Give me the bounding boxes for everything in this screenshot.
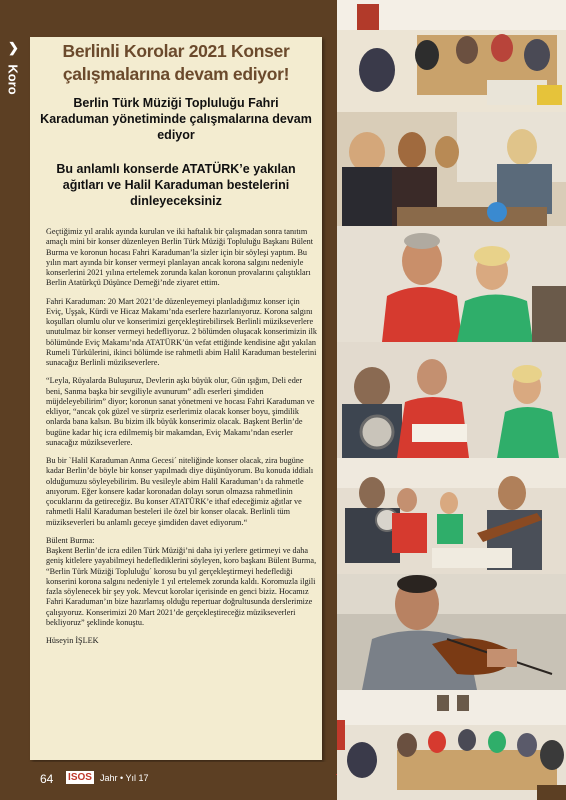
paragraph: “Leyla, Rüyalarda Buluşuruz, Devlerin aşkı büyük olur, Gün ışığım, Deli eder beni, Sanma başka bir sevgiliyle avunurum” adlı eserleri şimdiden müjdeleyebilirim” diyor; koronun sanat yönetmeni ve hocası Fahri Karaduman ve ekliyor, “ancak çok güzel ve sürpriz eserlerimiz olacak konser boyu, şimdilik onlarda bana kalsın. Bu bizim ilk büyük konserimiz olacak. Başkent Berlin’de bugüne kadar hiç icra edilmemiş bir makamdan, Eviç Makamı’ndan eserler sunacağız müzikseverlere. (46, 376, 315, 447)
paragraph: Bu bir `Halil Karaduman Anma Gecesi´ niteliğinde konser olacak, zira bugüne kadar Berlin’de böyle bir konser yapılmadı diye düşünüyorum. Bu konuda iddialı olduğumuzu söyleyebilirim. Bu vesileyle abim Halil Karaduman’ı da rahmetle anıyorum. Eğer konsere kadar koronadan dolayı sorun olmazsa rahmetlinin çocuklarını da getireceğiz. Bu konser ATATÜRK’e ithaf edeceğimiz ağıtlar ve rahmetli Halil Karaduman besteleri ile özel bir konser olacak. Berlinli tüm müzikseverleri bu anlamlı geceye şimdiden davet ediyorum.“ (46, 456, 314, 527)
photo-women-singers (337, 112, 566, 228)
article-body (46, 227, 318, 654)
chevron-icon: ❯ (8, 40, 19, 55)
paragraph: Bülent Burma: Başkent Berlin’de icra edilen Türk Müziği’ni daha iyi yerlere getirmeyi ve daha geniş kitlelere yayabilmeyi hedeflediklerini söyleyen, koro başkanı Bülent Burma, “Berlin Türk Müziği Topluluğu´ korosu bu yıl gerçekleştirmeyi hedeflediği konserini korona salgını nedeniyle 1 yıl ertelemek zorunda kaldı. Koromuzla ilgili fazla söylenecek bir şey yok. Mevcut korolar içerisinde en genci biziz. Hocamız Fahri Karaduman’ın bize hazırlamış olduğu repertuar doğrultusunda derslerimize çalışıyoruz. Konserimizi 20 Mart 2021’de gerçekleştireceğiz müzikseverleri bekliyoruz” şeklinde konuştu. (46, 535, 317, 627)
photo-choir-rehearsal (337, 0, 566, 114)
photo-column (337, 0, 566, 800)
subtitle-1: Berlin Türk Müziği Topluluğu Fahri Karaduman yönetiminde çalışmalarına devam ediyor (40, 96, 312, 142)
section-tag-label: Koro (5, 64, 21, 95)
photo-tambourine-singers (337, 342, 566, 460)
title-line-2: çalışmalarına devam ediyor! (62, 64, 290, 84)
photo-violinist (337, 574, 566, 692)
magazine-logo: ISOS (66, 771, 94, 784)
page-number: 64 (40, 772, 54, 786)
issue-label: Jahr • Yıl 17 (100, 773, 149, 783)
photo-full-choir (337, 690, 566, 800)
photo-red-shirt-singer (337, 226, 566, 344)
author-signature: Hüseyin İŞLEK (46, 636, 99, 645)
article-title (30, 40, 322, 86)
photo-instrumentalists (337, 458, 566, 576)
paragraph: Geçtiğimiz yıl aralık ayında kurulan ve iki haftalık bir çalışmadan sonra tanıtım amaçlı mini bir konser düzenleyen Berlin Türk Müziği Topluluğu Başkanı Bülent Burma ve koronun hocası Fahri Karaduman’la sizler için bir söyleşi yaptım. Bu yılın mart ayında bir konser vermeyi planlayan ancak korona salgını nedeniyle konserlerini 2021 yılına ertelemek zorunda kalan koronun provalarını çalıştıkları Berlin Atatürkçü Düşünce Derneği’nde ziyaret ettim. (46, 227, 313, 288)
paragraph: Fahri Karaduman: 20 Mart 2021’de düzenleyemeyi planladığımız konser için Eviç, Uşşak, Kürdi ve Hicaz Makamı’nda eserlere hazırlanıyoruz. Korona salgını koşulları olumlu olur ve konserimizi gerçekleştirebilirsek Berlinli müzikseverlere unutulmaz bir konser vermeyi hedefliyoruz. 2 bölümden oluşacak konserimizin ilk bölümünde Eviç Makamı’nda ATATÜRK’ün vefat ettiğinde kendisine ağıt yakılan Rumeli Türkülerini, ikinci bölümde ise rahmetli abim Halil Karaduman bestelerini sunacağız Berlinli müzikseverlere. (46, 296, 318, 367)
article-panel (30, 37, 322, 760)
title-line-1: Berlinli Korolar 2021 Konser (62, 41, 290, 61)
subtitle-2: Bu anlamlı konserde ATATÜRK’e yakılan ağıtları ve Halil Karaduman bestelerini dinleyeceksiniz (56, 162, 296, 208)
section-tag (6, 40, 22, 100)
